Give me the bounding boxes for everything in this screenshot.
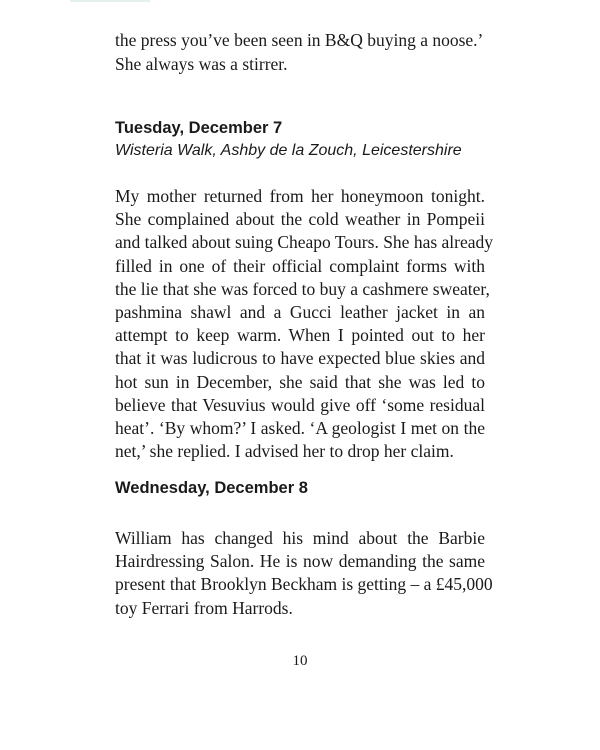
text-line: believe that Vesuvius would give off ‘some residual bbox=[115, 394, 485, 415]
text-line: the press you’ve been seen in B&Q buying a noose.’ bbox=[115, 30, 484, 50]
text-line: She complained about the cold weather in Pompeii bbox=[115, 209, 485, 230]
text-line: pashmina shawl and a Gucci leather jacket in an bbox=[115, 302, 485, 322]
text-line: the lie that she was forced to buy a cashmere sweater, bbox=[115, 278, 490, 299]
entry-date-heading: Tuesday, December 7 bbox=[115, 119, 283, 137]
text-line: filled in one of their official complaint forms with bbox=[115, 255, 485, 276]
text-line: and talked about suing Cheapo Tours. She has already bbox=[115, 232, 494, 253]
text-line: William has changed his mind about the Barbie bbox=[115, 528, 485, 548]
scan-edge-mark bbox=[70, 0, 150, 2]
entry-location: Wisteria Walk, Ashby de la Zouch, Leicestershire bbox=[115, 142, 462, 159]
text-line: toy Ferrari from Harrods. bbox=[115, 597, 293, 618]
text-line: that it was ludicrous to have expected blue skies and bbox=[115, 348, 485, 369]
text-line: present that Brooklyn Beckham is getting – a £45,000 bbox=[115, 574, 493, 595]
text-line: attempt to keep warm. When I pointed out to her bbox=[115, 325, 485, 346]
text-line: Hairdressing Salon. He is now demanding the same bbox=[115, 551, 485, 572]
text-line: My mother returned from her honeymoon tonight. bbox=[115, 186, 485, 206]
text-line: net,’ she replied. I advised her to drop her claim. bbox=[115, 441, 454, 462]
text-line: hot sun in December, she said that she was led to bbox=[115, 371, 485, 392]
page-number: 10 bbox=[292, 653, 308, 669]
entry-date-heading: Wednesday, December 8 bbox=[115, 479, 308, 497]
text-line: She always was a stirrer. bbox=[115, 54, 288, 74]
text-line: heat’. ‘By whom?’ I asked. ‘A geologist I met on the bbox=[115, 418, 485, 438]
